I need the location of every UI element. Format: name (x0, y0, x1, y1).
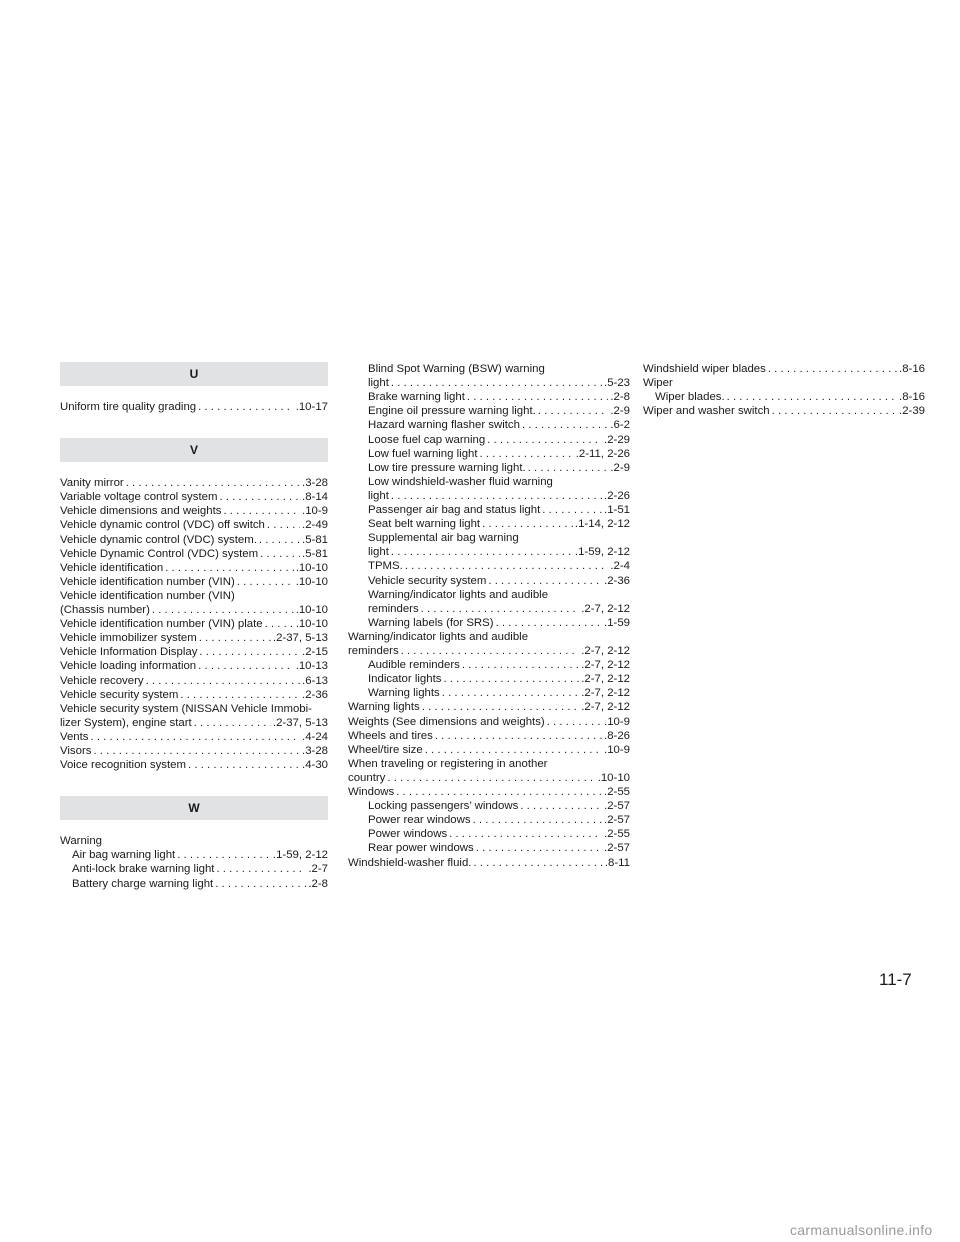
page-reference[interactable]: .10-10 (295, 575, 328, 588)
index-entry[interactable] (60, 400, 328, 414)
dot-leader (389, 545, 573, 559)
entry-term: Warning/indicator lights and audible (368, 588, 549, 601)
index-entry[interactable] (348, 475, 630, 503)
entry-term: country (348, 771, 386, 784)
entry-term: Indicator lights (368, 673, 442, 686)
entry-term: Warning (60, 835, 102, 848)
entry-term: Windshield wiper blades (643, 363, 766, 375)
index-entry[interactable] (348, 827, 630, 841)
entry-term: Low windshield-washer fluid warning (368, 475, 553, 488)
index-entry[interactable] (348, 418, 630, 432)
dot-leader (389, 376, 602, 390)
index-entry[interactable] (348, 630, 630, 658)
entry-term: Variable voltage control system (60, 491, 218, 504)
index-entry[interactable] (643, 362, 925, 376)
index-entry[interactable] (348, 559, 630, 573)
dot-leader (197, 631, 271, 645)
index-entry[interactable] (60, 504, 328, 518)
entry-term: Vehicle recovery (60, 674, 144, 687)
dot-leader (419, 602, 580, 616)
page-reference[interactable]: .4-30 (302, 759, 328, 772)
page-reference[interactable]: .2-36 (302, 688, 328, 701)
index-entry[interactable] (60, 862, 328, 876)
index-entry[interactable] (60, 645, 328, 659)
entry-term: Vehicle dimensions and weights (60, 505, 222, 518)
dot-leader (526, 461, 609, 475)
page-reference[interactable]: .2-7, 2-12 (581, 701, 630, 714)
entry-term: Vehicle immobilizer system (60, 632, 197, 645)
index-entry[interactable] (60, 834, 328, 848)
entry-term: reminders (368, 602, 419, 615)
entry-term: Hazard warning flasher switch (368, 419, 520, 432)
index-entry[interactable] (348, 461, 630, 475)
index-entry[interactable] (348, 700, 630, 714)
index-entry[interactable] (348, 686, 630, 700)
entry-term: Seat belt warning light (368, 518, 481, 531)
entry-term: Windows (348, 786, 395, 798)
index-entry[interactable] (60, 877, 328, 891)
entry-term: Power rear windows (368, 814, 471, 827)
entry-term: Wiper and washer switch (643, 405, 770, 418)
page-reference[interactable]: .10-9 (604, 743, 630, 756)
page-reference[interactable]: .2-26 (604, 489, 630, 502)
entry-term: Passenger air bag and status light (368, 504, 541, 516)
dot-leader (471, 813, 602, 827)
entry-term: Visors (60, 745, 92, 757)
entry-term: Wiper (643, 377, 673, 390)
dot-leader (265, 518, 300, 532)
dot-leader (124, 476, 300, 490)
page-reference[interactable]: .3-28 (302, 477, 328, 490)
dot-leader (474, 841, 602, 855)
entry-term: Anti-lock brake warning light (72, 863, 215, 876)
page-reference[interactable]: .2-7, 2-12 (581, 673, 630, 686)
entry-term: Windshield-washer fluid. (348, 856, 472, 869)
page-reference[interactable]: .5-23 (604, 377, 630, 390)
page-reference[interactable]: .10-10 (295, 603, 328, 616)
dot-leader (480, 517, 573, 531)
dot-leader (192, 716, 271, 730)
index-entry[interactable] (60, 575, 328, 589)
index-entry[interactable] (348, 531, 630, 559)
entry-term: Voice recognition system (60, 759, 186, 772)
entry-term: reminders (348, 644, 399, 657)
dot-leader (214, 862, 306, 876)
entry-term: Power windows (368, 828, 448, 841)
dot-leader (144, 674, 300, 688)
dot-leader (770, 404, 897, 418)
page-reference[interactable]: .6-13 (302, 674, 328, 687)
entry-term: Low fuel warning light (368, 447, 478, 460)
index-entry[interactable] (348, 362, 630, 390)
index-entry[interactable] (60, 702, 328, 730)
entry-term: Battery charge warning light (72, 877, 214, 890)
page-reference[interactable]: .1-59 (604, 616, 630, 629)
page-reference[interactable]: .10-10 (295, 561, 328, 574)
entry-term: TPMS. (368, 560, 403, 573)
dot-leader (471, 856, 602, 870)
page-reference[interactable]: .10-10 (597, 771, 630, 784)
dot-leader (441, 672, 579, 686)
entry-term: Vehicle identification (60, 561, 164, 574)
entry-term: Vehicle Dynamic Control (VDC) system (60, 547, 259, 560)
page-reference[interactable]: .2-7, 2-12 (581, 687, 630, 700)
dot-leader (217, 490, 300, 504)
page-reference[interactable]: .5-81 (302, 547, 328, 560)
entry-term: Vents (60, 730, 89, 743)
page-reference[interactable]: .2-15 (302, 646, 328, 659)
entry-term: Vehicle security system (60, 688, 179, 701)
entry-term: Rear power windows (368, 842, 474, 855)
index-entry[interactable] (348, 785, 630, 799)
entry-term: Vehicle identification number (VIN) plate (60, 618, 263, 631)
entry-term: Warning labels (for SRS) (368, 616, 494, 629)
dot-leader (235, 575, 294, 589)
page-reference[interactable]: .1-51 (604, 504, 630, 516)
index-entry[interactable] (60, 631, 328, 645)
dot-leader (420, 700, 579, 714)
dot-leader (403, 559, 609, 573)
page-reference[interactable]: .2-57 (604, 842, 630, 855)
page-reference[interactable]: .3-28 (302, 745, 328, 757)
index-entry[interactable] (643, 376, 925, 390)
entry-term: lizer System), engine start (60, 716, 192, 729)
entry-term: Vehicle identification number (VIN) (60, 589, 235, 602)
dot-leader (150, 603, 294, 617)
index-entry[interactable] (348, 799, 630, 813)
dot-leader (257, 533, 300, 547)
entry-term: Vehicle dynamic control (VDC) off switch (60, 519, 265, 532)
dot-leader (520, 418, 608, 432)
dot-leader (460, 658, 579, 672)
section-header: W (60, 796, 328, 820)
entry-term: Warning lights (368, 687, 440, 700)
page-reference[interactable]: .2-4 (610, 560, 630, 573)
index-entry[interactable] (348, 404, 630, 418)
page-reference[interactable]: .2-36 (604, 574, 630, 587)
index-entry[interactable] (348, 390, 630, 404)
dot-leader (91, 744, 300, 758)
page-reference[interactable]: .10-9 (302, 505, 328, 518)
page-reference[interactable]: .2-8 (610, 391, 630, 404)
index-entry[interactable] (348, 856, 630, 870)
entry-term: light (368, 489, 389, 502)
page-reference[interactable]: .10-17 (295, 401, 328, 413)
page-reference[interactable]: .8-26 (604, 729, 630, 742)
index-entry[interactable] (348, 658, 630, 672)
dot-leader (186, 758, 300, 772)
entry-term: Vehicle identification number (VIN) (60, 575, 235, 588)
entry-term: light (368, 546, 389, 559)
dot-leader (196, 400, 294, 414)
entry-term: Vehicle security system (NISSAN Vehicle Immobi- (60, 702, 312, 715)
page-reference[interactable]: .8-11 (604, 856, 630, 869)
page-reference[interactable]: .2-37, 5-13 (272, 716, 328, 729)
page-number: 11-7 (879, 970, 912, 989)
index-entry[interactable] (60, 490, 328, 504)
dot-leader (540, 503, 602, 517)
index-entry[interactable] (348, 729, 630, 743)
entry-term: Brake warning light (368, 391, 465, 404)
dot-leader (196, 659, 294, 673)
entry-term: Warning lights (348, 701, 420, 714)
dot-leader (423, 743, 602, 757)
index-entry[interactable] (60, 758, 328, 772)
entry-term: Weights (See dimensions and weights) (348, 715, 545, 728)
dot-leader (163, 561, 293, 575)
page-reference[interactable]: .2-11, 2-26 (575, 447, 630, 460)
section-header: V (60, 438, 328, 462)
dot-leader (486, 574, 602, 588)
index-entry[interactable] (348, 517, 630, 531)
page-reference[interactable]: .2-57 (604, 800, 630, 813)
index-entry[interactable] (643, 404, 925, 418)
dot-leader (447, 827, 602, 841)
entry-term: Wiper blades. (655, 391, 725, 404)
index-entry[interactable] (348, 715, 630, 729)
dot-leader (263, 617, 294, 631)
page-reference[interactable]: .8-16 (899, 363, 925, 375)
index-entry[interactable] (348, 588, 630, 616)
page-reference[interactable]: .2-7 (308, 863, 328, 876)
page-reference[interactable]: .5-81 (302, 533, 328, 546)
section-header: U (60, 362, 328, 386)
index-entry[interactable] (348, 813, 630, 827)
dot-leader (385, 771, 595, 785)
entry-term: light (368, 377, 389, 390)
page-reference[interactable]: .1-14, 2-12 (574, 518, 630, 531)
page-reference[interactable]: .2-55 (604, 828, 630, 841)
page-reference[interactable]: .10-9 (604, 715, 630, 728)
entry-term: Vehicle dynamic control (VDC) system. (60, 533, 257, 546)
index-entry[interactable] (60, 589, 328, 617)
index-entry[interactable] (60, 730, 328, 744)
dot-leader (197, 645, 300, 659)
entry-term: Locking passengers’ windows (368, 800, 519, 813)
index-entry[interactable] (348, 743, 630, 757)
dot-leader (485, 433, 602, 447)
dot-leader (399, 644, 580, 658)
page-reference[interactable]: .2-37, 5-13 (272, 632, 328, 645)
entry-term: Engine oil pressure warning light. (368, 405, 536, 418)
index-entry[interactable] (60, 688, 328, 702)
index-entry[interactable] (348, 672, 630, 686)
entry-term: Wheel/tire size (348, 743, 423, 756)
dot-leader (518, 799, 602, 813)
entry-term: Loose fuel cap warning (368, 433, 486, 446)
dot-leader (213, 877, 306, 891)
index-entry[interactable] (60, 848, 328, 862)
index-entry[interactable] (60, 674, 328, 688)
page-reference[interactable]: .2-57 (604, 814, 630, 827)
dot-leader (766, 362, 897, 376)
entry-term: Vanity mirror (60, 477, 124, 490)
index-entry[interactable] (348, 447, 630, 461)
dot-leader (536, 404, 609, 418)
entry-term: Vehicle Information Display (60, 646, 198, 659)
page-reference[interactable]: .10-13 (295, 660, 328, 673)
page-reference[interactable]: .6-2 (610, 419, 630, 432)
entry-term: When traveling or registering in another (348, 757, 548, 770)
page-reference[interactable]: .2-39 (899, 405, 925, 418)
dot-leader (478, 447, 574, 461)
index-entry[interactable] (60, 533, 328, 547)
dot-leader (258, 547, 300, 561)
dot-leader (725, 390, 897, 404)
index-entry[interactable] (60, 518, 328, 532)
dot-leader (433, 729, 602, 743)
dot-leader (89, 730, 301, 744)
index-entry[interactable] (348, 433, 630, 447)
page-reference[interactable]: .2-9 (610, 405, 630, 418)
index-entry[interactable] (348, 841, 630, 855)
index-entry[interactable] (348, 616, 630, 630)
entry-term: Low tire pressure warning light. (368, 461, 526, 474)
dot-leader (494, 616, 602, 630)
page-reference[interactable]: .2-7, 2-12 (581, 644, 630, 657)
page-reference[interactable]: .2-49 (302, 519, 328, 532)
index-entry[interactable] (60, 561, 328, 575)
entry-term: (Chassis number) (60, 603, 150, 616)
index-entry[interactable] (348, 503, 630, 517)
dot-leader (389, 489, 602, 503)
page-reference[interactable]: .8-14 (302, 491, 328, 504)
entry-term: Blind Spot Warning (BSW) warning (368, 363, 545, 375)
entry-term: Uniform tire quality grading (60, 401, 197, 413)
dot-leader (221, 504, 300, 518)
entry-term: Wheels and tires (348, 729, 433, 742)
entry-term: Vehicle loading information (60, 660, 197, 673)
page-reference[interactable]: .2-55 (604, 786, 630, 798)
page-reference[interactable]: .10-10 (295, 618, 328, 631)
index-entry[interactable] (60, 547, 328, 561)
page-reference[interactable]: .2-29 (604, 433, 630, 446)
dot-leader (545, 715, 602, 729)
dot-leader (440, 686, 579, 700)
index-entry[interactable] (60, 476, 328, 490)
entry-term: Supplemental air bag warning (368, 532, 519, 545)
index-entry[interactable] (60, 744, 328, 758)
entry-term: Air bag warning light (72, 849, 176, 862)
entry-term: Vehicle security system (368, 574, 487, 587)
watermark-text[interactable]: carmanualsonline.info (790, 1222, 933, 1238)
index-entry[interactable] (643, 390, 925, 404)
page-reference[interactable]: .1-59, 2-12 (272, 849, 328, 862)
entry-term: Audible reminders (368, 659, 460, 672)
page-reference[interactable]: .2-8 (308, 877, 328, 890)
dot-leader (178, 688, 300, 702)
dot-leader (465, 390, 608, 404)
index-entry[interactable] (348, 574, 630, 588)
page-reference[interactable]: .2-9 (610, 461, 630, 474)
index-entry[interactable] (60, 617, 328, 631)
index-entry[interactable] (60, 659, 328, 673)
index-entry[interactable] (348, 757, 630, 785)
page-reference[interactable]: .8-16 (899, 391, 925, 404)
page-reference[interactable]: .4-24 (302, 730, 328, 743)
page-reference[interactable]: .2-7, 2-12 (581, 602, 630, 615)
dot-leader (394, 785, 602, 799)
dot-leader (175, 848, 271, 862)
page-reference[interactable]: .1-59, 2-12 (574, 546, 630, 559)
page-reference[interactable]: .2-7, 2-12 (581, 659, 630, 672)
entry-term: Warning/indicator lights and audible (348, 630, 529, 643)
